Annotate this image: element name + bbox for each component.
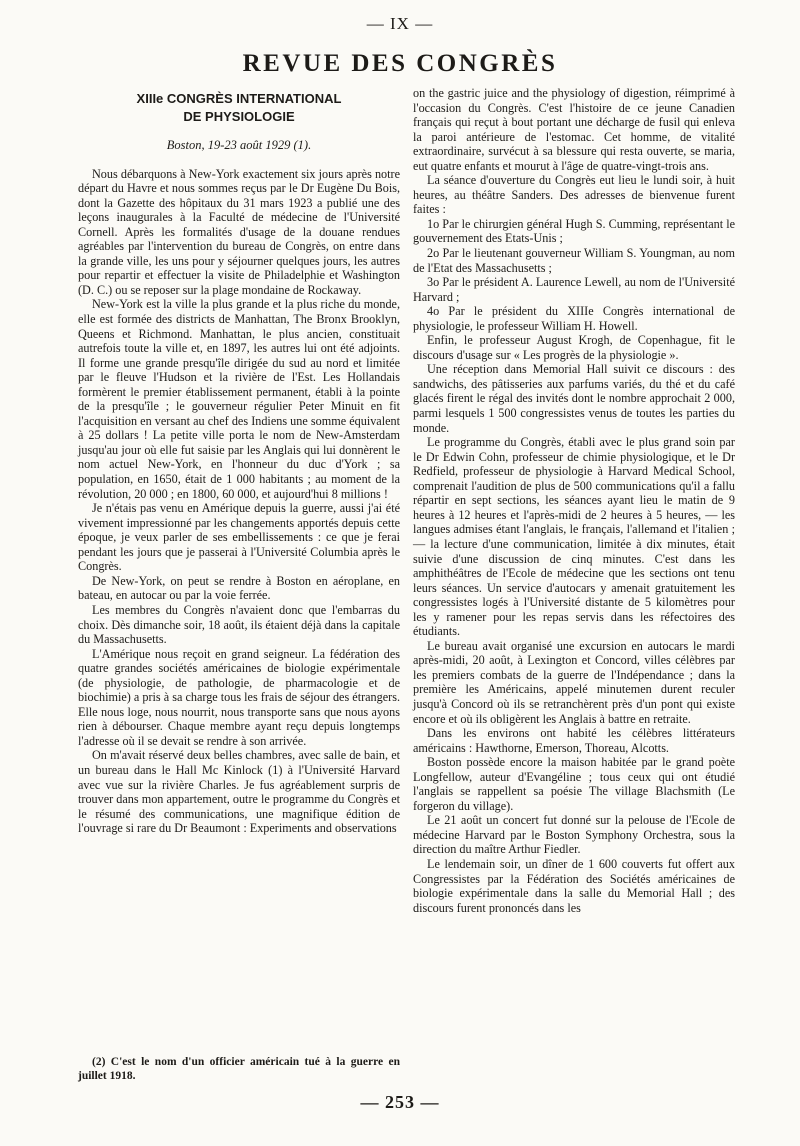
paragraph: Le bureau avait organisé une excursion en autocars le mardi après-midi, 20 août, à Lexington et Concord, villes célèbres par les premiers combats de la guerre de l'Indépendance ; dans la première les Américains, appelé minutemen durent reculer jusqu'à Concord où ils se retranchèrent près d'un pont qui existe encore et où ils obligèrent les Anglais à battre en retraite.	[413, 638, 735, 726]
paragraph: Je n'étais pas venu en Amérique depuis la guerre, aussi j'ai été vivement impressionné par les changements apportés depuis cette époque, je veux parler de ses embellissements : ce que je ferai pendant les jours que je passerai à l'Université Columbia après le Congrès.	[78, 501, 400, 574]
paragraph: Le programme du Congrès, établi avec le plus grand soin par le Dr Edwin Cohn, professeur de chimie physiologique, et le Dr Redfield, professeur de physiologie à Harvard Medical School, comprenait l'audition de plus de 500 communications qu'il a fallu répartir en sept sections, les séances ayant lieu le matin de 9 heures à 12 heures et l'après-midi de 2 heures à 5 heures, — les langues admises étant l'anglais, le français, l'allemand et l'italien ; — la lecture d'une communication, limitée à dix minutes, était suivie d'une discussion de cinq minutes. C'est dans les amphithéâtres de l'Ecole de médecine que les sections ont tenu leurs séances. Un service d'autocars y amenait gratuitement les congressistes logés à l'Université distante de 5 kilomètres pour les y ramener pour les repas servis dans les réfectoires des étudiants.	[413, 435, 735, 639]
paragraph: Enfin, le professeur August Krogh, de Copenhague, fit le discours d'usage sur « Les progrès de la physiologie ».	[413, 333, 735, 362]
article-title	[78, 90, 400, 126]
paragraph: New-York est la ville la plus grande et la plus riche du monde, elle est formée des districts de Manhattan, The Bronx Brooklyn, Queens et Richmond. Manhattan, le plus ancien, constituait autrefois toute la ville et, en 1897, les autres lui ont été adjoints. Il forme une grande presqu'île dirigée du sud au nord et limitée par le fleuve l'Hudson et la rivière de l'Est. Les Hollandais formèrent le premier établissement permanent, établi à la pointe de la presqu'île ; le gouverneur régulier Peter Minuit en fit l'acquisition en versant au chef des Indiens une somme équivalent à 25 dollars ! La petite ville porta le nom de New-Amsterdam jusqu'au jour où elle fut saisie par les Anglais qui lui donnèrent le nom actuel New-York, en l'honneur du duc d'York ; sa population, en 1650, était de 1 000 habitants ; au moment de la révolution, 20 000 ; en 1800, 60 000, et aujourd'hui 8 millions !	[78, 297, 400, 501]
left-column	[78, 84, 400, 836]
paragraph: La séance d'ouverture du Congrès eut lieu le lundi soir, à huit heures, au théâtre Sanders. Des adresses de bienvenue furent faites :	[413, 173, 735, 217]
paragraph: De New-York, on peut se rendre à Boston en aéroplane, en bateau, en autocar ou par la voie ferrée.	[78, 573, 400, 603]
list-item: 4o Par le président du XIIIe Congrès international de physiologie, le professeur William H. Howell.	[413, 304, 735, 333]
paragraph: On m'avait réservé deux belles chambres, avec salle de bain, et un bureau dans le Hall Mc Kinlock (1) à l'Université Harvard avec vue sur la rivière Charles. Je fus agréablement surpris de trouver dans mon appartement, outre le programme du Congrès et le résumé des communications, une magnifique édition de l'ouvrage si rare du Dr Beaumont : Experiments and observations	[78, 748, 400, 836]
article-title-line-1: XIIIe CONGRÈS INTERNATIONAL	[136, 91, 342, 106]
paragraph: Les membres du Congrès n'avaient donc que l'embarras du choix. Dès dimanche soir, 18 août, ils étaient déjà dans la capitale du Massachusetts.	[78, 602, 400, 647]
list-item: 1o Par le chirurgien général Hugh S. Cumming, représentant le gouvernement des Etats-Unis ;	[413, 216, 735, 246]
article-title-line-2: DE PHYSIOLOGIE	[183, 109, 295, 124]
paragraph: Le lendemain soir, un dîner de 1 600 couverts fut offert aux Congressistes par la Fédération des Sociétés américaines de biologie expérimentale dans la salle du Memorial Hall ; des discours furent prononcés dans les	[413, 856, 735, 915]
section-heading: REVUE DES CONGRÈS	[242, 50, 558, 77]
paragraph: Le 21 août un concert fut donné sur la pelouse de l'Ecole de médecine Harvard par le Boston Symphony Orchestra, sous la direction du maître Arthur Fiedler.	[413, 813, 735, 857]
dateline: Boston, 19-23 août 1929 (1).	[166, 138, 312, 152]
paragraph: Nous débarquons à New-York exactement six jours après notre départ du Havre et nous sommes reçus par le Dr Eugène Du Bois, dont la Gazette des hôpitaux du 31 mars 1923 a publié une des leçons inaugurales à la Faculté de médecine de l'Université Cornell. Après les formalités d'usage de la douane rendues agréables par l'intervention du bureau de Congrès, on entre dans la grande ville, les uns pour y séjourner quelques jours, les autres pour repartir et effectuer la visite de Philadelphie et Washington (D. C.) ou se reposer sur la plage mondaine de Rockaway.	[78, 166, 400, 297]
list-item: 2o Par le lieutenant gouverneur William S. Youngman, au nom de l'Etat des Massachusetts ;	[413, 246, 735, 275]
paragraph: L'Amérique nous reçoit en grand seigneur. La fédération des quatre grandes sociétés américaines de biologie expérimentale (de physiologie, de pathologie, de pharmacologie et de biochimie) a pris à sa charge tous les frais de séjour des étrangers. Elle nous loge, nous nourrit, nous transporte sans que nous ayons rien à débourser. Chaque membre ayant reçu depuis longtemps l'adresse où il se devait se rendre à son arrivée.	[78, 646, 400, 748]
roman-page-number: — IX —	[366, 14, 434, 33]
paragraph: Boston possède encore la maison habitée par le grand poète Longfellow, auteur d'Evangéline ; tous ceux qui ont étudié l'anglais se rappellent sa poésie The village Blachsmith (Le forgeron du village).	[413, 755, 735, 813]
footnote: (2) C'est le nom d'un officier américain tué à la guerre en juillet 1918.	[78, 1056, 400, 1082]
list-item: 3o Par le président A. Laurence Lewell, au nom de l'Université Harvard ;	[413, 275, 735, 304]
paragraph: Une réception dans Memorial Hall suivit ce discours : des sandwichs, des pâtisseries aux parfums variés, du thé et du café glacés firent le régal des invités dont le nombre approchait 2 000, parmi lesquels 1 500 congressistes venus de toutes les parties du monde.	[413, 362, 735, 435]
paragraph-continued: on the gastric juice and the physiology of digestion, réimprimé à l'occasion du Congrès. C'est l'histoire de ce jeune Canadien français qui reçut à bout portant une décharge de fusil qui enleva la paroi antérieure de l'estomac. Cet homme, de vitalité extraordinaire, survécut à sa blessure qui resta ouverte, se maria, eut quatre enfants et mourut à l'âge de quatre-vingt-trois ans.	[413, 86, 735, 173]
page-number: — 253 —	[360, 1092, 440, 1112]
right-column	[413, 86, 735, 915]
paragraph: Dans les environs ont habité les célèbres littérateurs américains : Hawthorne, Emerson, Thoreau, Alcotts.	[413, 726, 735, 755]
